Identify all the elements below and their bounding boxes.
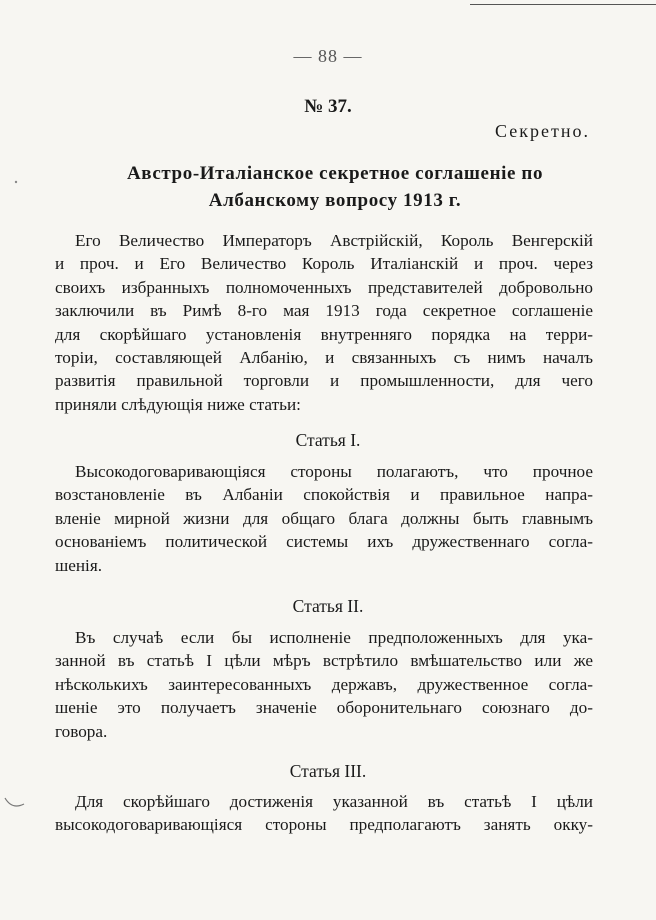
text-line: для скорѣйшаго установленія внутренняго порядка на терри- (55, 324, 593, 344)
text-line: шеніе это получаетъ значеніе оборонительнаго союзнаго до- (55, 698, 593, 718)
top-rule (470, 4, 656, 5)
title-line: Австро-Италіанское секретное соглашеніе по (126, 163, 544, 184)
text-line: и проч. и Его Величество Король Италіанскій и проч. через (55, 254, 593, 274)
text-line: Его Величество Императоръ Австрійскій, Король Венгерскій (75, 231, 593, 250)
preamble-paragraph (55, 229, 593, 416)
text-line: торіи, составляющей Албанію, и связанныхъ съ нимъ началъ (55, 348, 593, 368)
text-line: Въ случаѣ если бы исполненіе предположенныхъ для ука- (75, 628, 593, 647)
article-2-heading: Статья II. (292, 596, 364, 616)
text-line: возстановленіе въ Албаніи спокойствія и правильное напра- (55, 485, 593, 505)
text-line: приняли слѣдующія ниже статьи: (55, 394, 301, 414)
margin-mark (4, 796, 26, 812)
text-line: Высокодоговаривающіяся стороны полагаютъ, что прочное (75, 462, 593, 481)
article-1-paragraph (55, 460, 593, 577)
article-1-heading: Статья I. (295, 430, 361, 450)
text-line: вленіе мирной жизни для общаго блага должны быть главнымъ (55, 508, 593, 528)
text-line: заключили въ Римѣ 8-го мая 1913 года секретное соглашеніе (55, 301, 593, 321)
text-line: своихъ избранныхъ полномоченныхъ представителей добровольно (55, 277, 593, 297)
text-line: нѣсколькихъ заинтересованныхъ державъ, дружественное согла- (55, 674, 593, 694)
text-line: шенія. (55, 555, 103, 575)
text-line: занной въ статьѣ I цѣли мѣръ встрѣтило вмѣшательство или же (55, 651, 593, 671)
article-3-paragraph (55, 790, 593, 837)
page-number: — 88 — (293, 46, 363, 66)
document-number: № 37. (304, 96, 352, 117)
speck-mark (14, 180, 18, 184)
article-2-paragraph (55, 626, 593, 743)
text-line: высокодоговаривающіяся стороны предполагаютъ занять окку- (55, 815, 593, 835)
document-title (30, 160, 640, 214)
article-3-heading: Статья III. (289, 761, 367, 781)
text-line: говора. (55, 721, 108, 741)
secret-label: Секретно. (495, 121, 590, 141)
text-line: Для скорѣйшаго достиженія указанной въ статьѣ I цѣли (75, 792, 593, 811)
text-line: развитія правильной торговли и промышленности, для чего (55, 371, 593, 391)
title-line: Албанскому вопросу 1913 г. (208, 190, 462, 211)
text-line: основаніемъ политической системы ихъ дружественнаго согла- (55, 532, 593, 552)
